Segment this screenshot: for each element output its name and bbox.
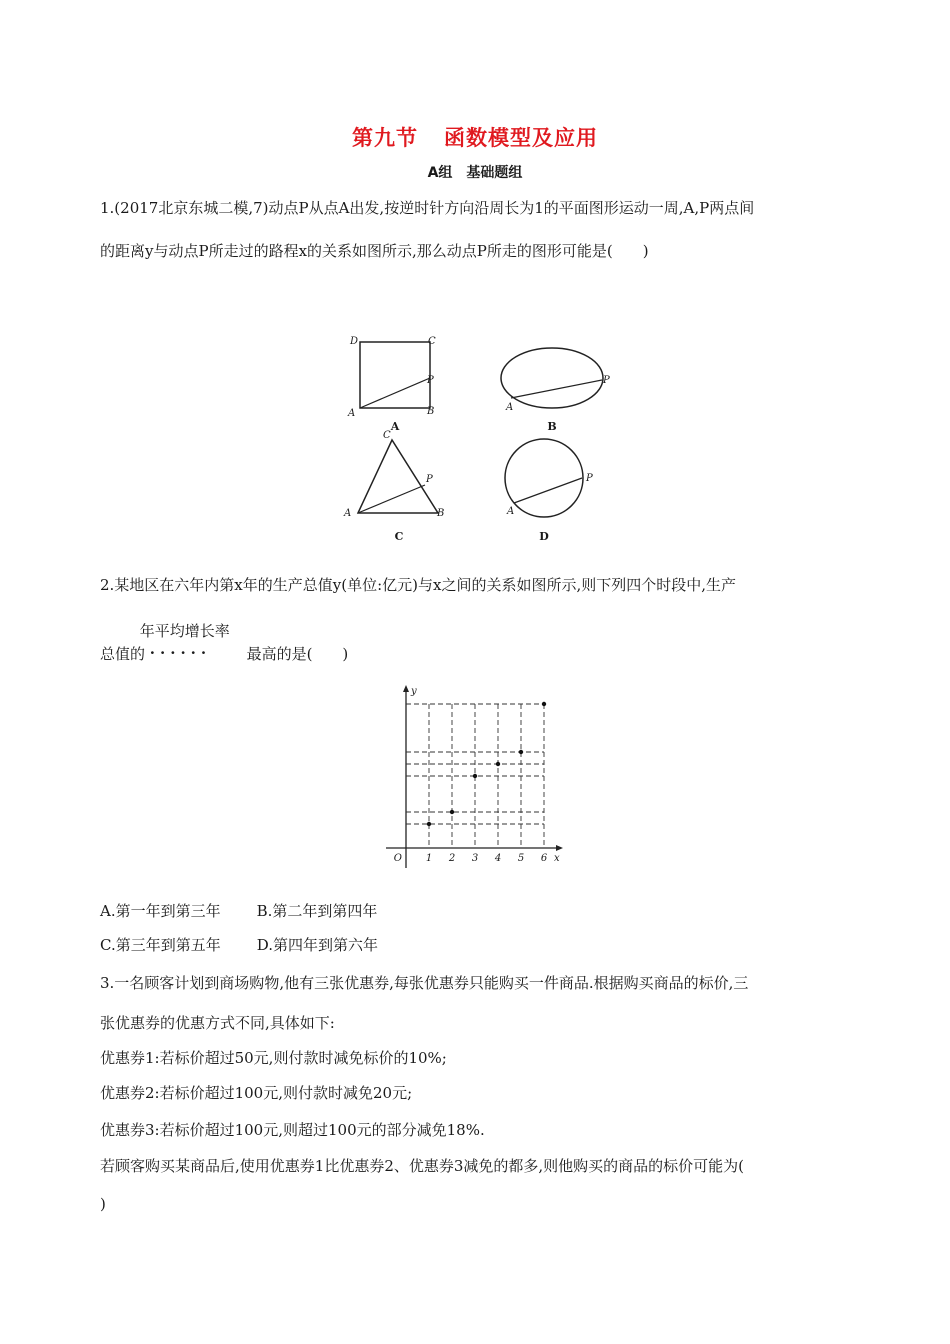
x-tick-label: 2 <box>448 853 456 864</box>
group-label: A组 <box>427 165 453 181</box>
caption-b: B <box>547 420 557 433</box>
label-A: A <box>344 508 352 519</box>
q2-options-row1 <box>100 900 377 921</box>
label-C: C <box>383 430 391 441</box>
section-name: 函数模型及应用 <box>444 126 598 150</box>
caption-a: A <box>390 420 400 433</box>
label-P: P <box>603 375 610 386</box>
label-P: P <box>427 375 434 386</box>
q3-coupon1: 优惠券1:若标价超过50元,则付款时减免标价的10%; <box>100 1049 447 1067</box>
figure-option-c <box>343 430 444 543</box>
emphasis <box>139 622 242 664</box>
q2-text-line1: 2.某地区在六年内第x年的生产总值y(单位:亿元)与x之间的关系如图所示,则下列四个时段中,生产 <box>100 576 737 594</box>
q2-options-row2 <box>100 934 378 955</box>
option-d: D.第四年到第六年 <box>256 936 378 954</box>
emphasis-text: 年平均增长率 <box>139 622 230 640</box>
x-axis-arrow <box>556 845 563 851</box>
y-axis-label: y <box>411 686 417 697</box>
section-number: 第九节 <box>352 126 418 150</box>
q2-chart <box>380 682 580 872</box>
q3-text-line6: 若顾客购买某商品后,使用优惠券1比优惠券2、优惠券3减免的都多,则他购买的商品的标价可能为( <box>100 1157 745 1175</box>
option-a: A.第一年到第三年 <box>100 902 221 920</box>
label-B: B <box>437 508 445 519</box>
q3-text-line2: 张优惠券的优惠方式不同,具体如下: <box>100 1014 335 1032</box>
caption-d: D <box>539 530 549 543</box>
q2-text-post: 最高的是( ) <box>246 645 349 663</box>
label-P: P <box>586 473 593 484</box>
q3-coupon3: 优惠券3:若标价超过100元,则超过100元的部分减免18%. <box>100 1121 485 1139</box>
origin-label: O <box>393 853 402 864</box>
data-point <box>473 774 477 778</box>
option-c: C.第三年到第五年 <box>100 936 221 954</box>
option-b: B.第二年到第四年 <box>256 902 378 920</box>
group-name: 基础题组 <box>466 165 523 181</box>
x-axis-label: x <box>554 853 560 864</box>
label-C: C <box>428 336 436 347</box>
q1-text-line1: 1.(2017北京东城二模,7)动点P从点A出发,按逆时针方向沿周长为1的平面图形运动一周,A,P两点间 <box>100 199 755 217</box>
emphasis-dots: ······ <box>149 644 212 662</box>
q3-text-line7: ) <box>100 1195 106 1213</box>
data-point <box>450 810 454 814</box>
label-D: D <box>350 336 359 347</box>
x-tick-label: 3 <box>471 853 479 864</box>
figure-option-a <box>347 336 436 433</box>
group-heading <box>0 162 950 182</box>
figure-option-d <box>505 439 593 543</box>
label-A: A <box>506 402 514 413</box>
x-tick-label: 5 <box>517 853 525 864</box>
label-A: A <box>348 408 356 419</box>
data-point <box>519 750 523 754</box>
data-point <box>496 762 500 766</box>
label-A: A <box>507 506 515 517</box>
section-title <box>0 122 950 152</box>
q1-text-line2: 的距离y与动点P所走过的路程x的关系如图所示,那么动点P所走的图形可能是( ) <box>100 242 649 260</box>
y-axis-arrow <box>403 685 409 692</box>
x-tick-label: 6 <box>540 853 548 864</box>
q2-text-line2 <box>100 622 349 664</box>
x-tick-label: 4 <box>494 853 502 864</box>
x-tick-label: 1 <box>425 853 433 864</box>
label-B: B <box>427 406 435 417</box>
data-point <box>542 702 546 706</box>
q1-figure <box>330 330 620 545</box>
data-point <box>427 822 431 826</box>
q3-text-line1: 3.一名顾客计划到商场购物,他有三张优惠券,每张优惠券只能购买一件商品.根据购买商品的标价,三 <box>100 974 749 992</box>
figure-option-b <box>501 348 610 433</box>
q2-text-pre: 总值的 <box>100 645 146 663</box>
caption-c: C <box>394 530 404 543</box>
q3-coupon2: 优惠券2:若标价超过100元,则付款时减免20元; <box>100 1084 413 1102</box>
label-P: P <box>426 474 433 485</box>
